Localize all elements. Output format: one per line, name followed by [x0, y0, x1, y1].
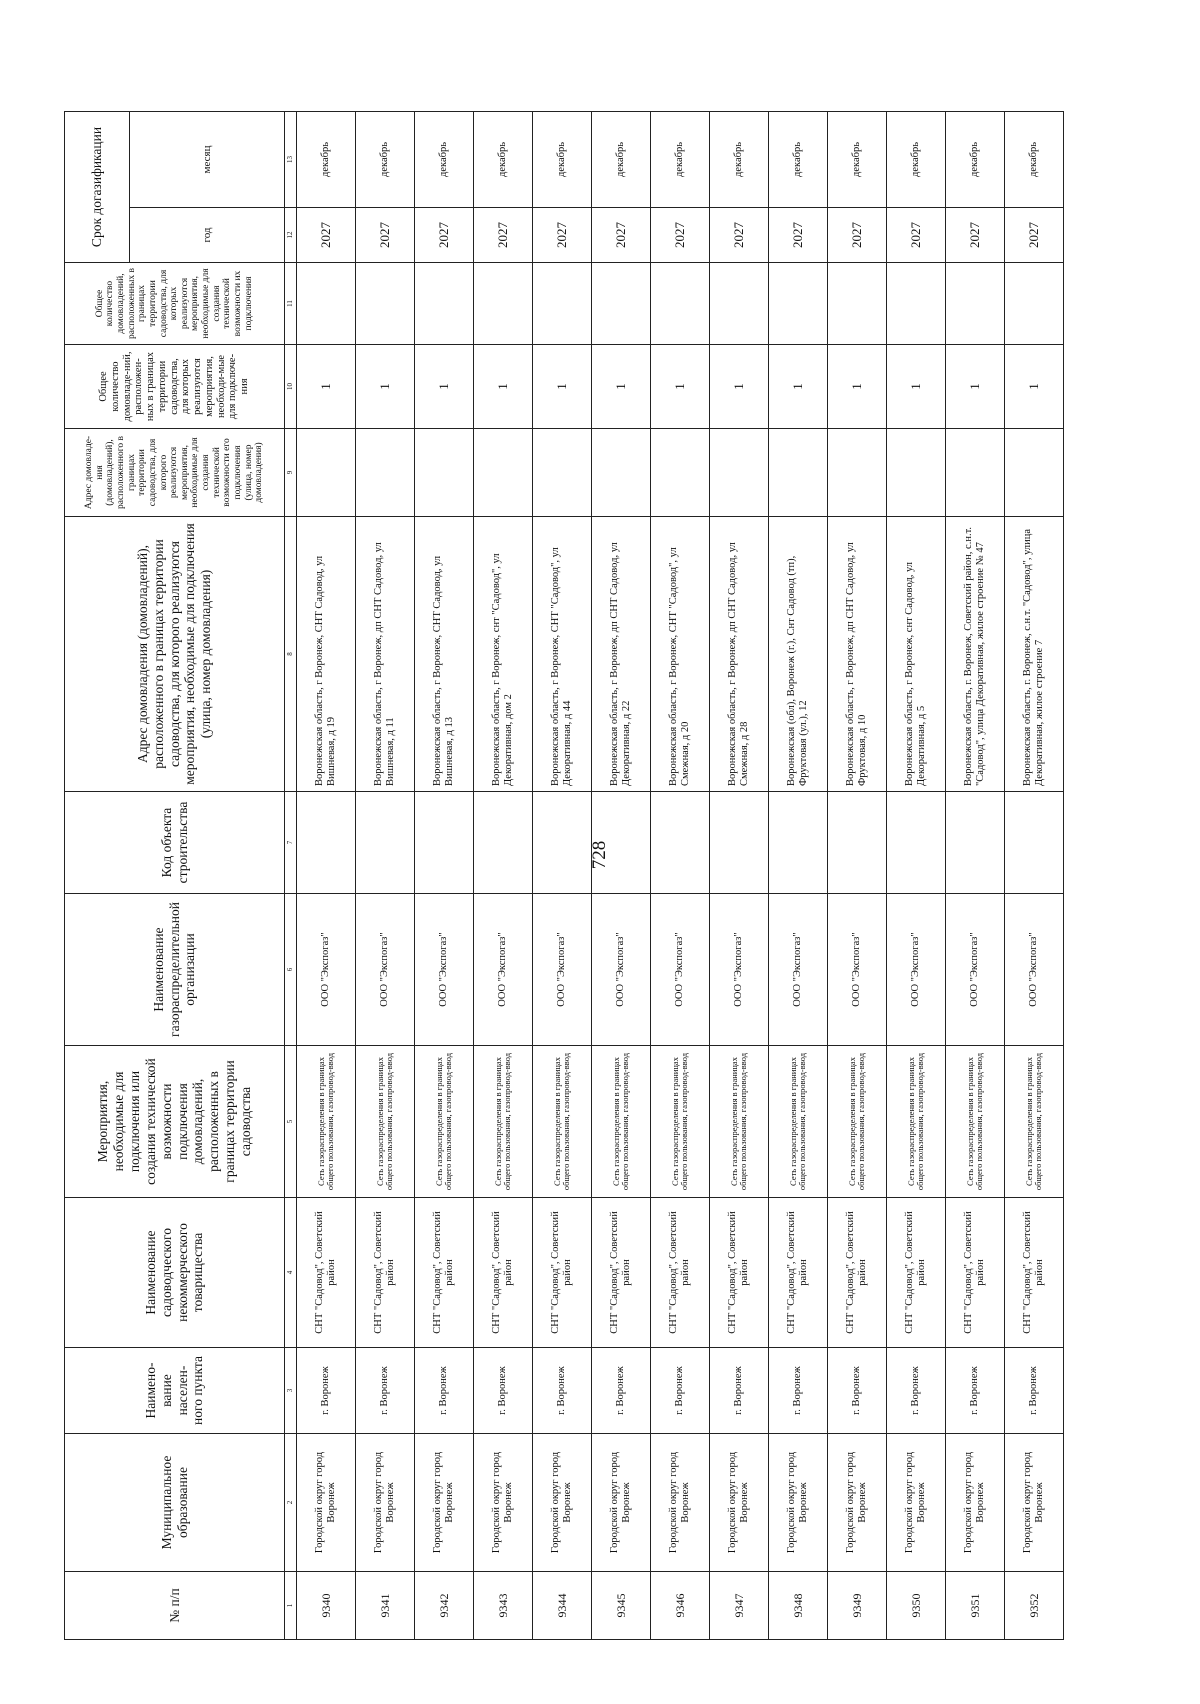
- column-number: 5: [285, 1046, 297, 1198]
- count-tech-cell: [415, 263, 474, 345]
- address-cell: Воронежская область, г Воронеж, дп СНТ Садовод, ул Вишневая, д 11: [356, 517, 415, 792]
- year-cell: 2027: [356, 208, 415, 263]
- measure-cell: Сеть газораспределения в границах общего пользования, газопровод-ввод: [533, 1046, 592, 1198]
- count-tech-cell: [946, 263, 1005, 345]
- row-number: 9346: [651, 1572, 710, 1640]
- address-tech-cell: [828, 429, 887, 517]
- count-cell: 1: [1005, 345, 1064, 429]
- object-code-cell: [533, 792, 592, 894]
- gas-org-cell: ООО "Экспогаз": [474, 894, 533, 1046]
- partnership-cell: СНТ "Садовод", Советский район: [651, 1198, 710, 1348]
- row-number: 9352: [1005, 1572, 1064, 1640]
- count-tech-cell: [887, 263, 946, 345]
- table-row: [651, 111, 710, 1639]
- count-cell: 1: [415, 345, 474, 429]
- object-code-cell: [297, 792, 356, 894]
- address-tech-cell: [946, 429, 1005, 517]
- header-address-tech: Адрес домовладе-ния (домовладений), расположенного в границах территории садоводства, для которого реализуются мероприятия, необходимые для создания технической возможности его подключения (улица, номер домовладения): [65, 429, 285, 517]
- partnership-cell: СНТ "Садовод", Советский район: [887, 1198, 946, 1348]
- column-number: 12: [285, 208, 297, 263]
- month-cell: декабрь: [710, 111, 769, 207]
- address-tech-cell: [710, 429, 769, 517]
- settlement-cell: г. Воронеж: [769, 1348, 828, 1434]
- municipality-cell: Городской округ город Воронеж: [769, 1434, 828, 1572]
- object-code-cell: [474, 792, 533, 894]
- year-cell: 2027: [710, 208, 769, 263]
- header-month: месяц: [130, 111, 285, 207]
- address-tech-cell: [415, 429, 474, 517]
- municipality-cell: Городской округ город Воронеж: [415, 1434, 474, 1572]
- gas-org-cell: ООО "Экспогаз": [533, 894, 592, 1046]
- month-cell: декабрь: [297, 111, 356, 207]
- table-header: [65, 111, 297, 1639]
- row-number: 9348: [769, 1572, 828, 1640]
- municipality-cell: Городской округ город Воронеж: [1005, 1434, 1064, 1572]
- measure-cell: Сеть газораспределения в границах общего пользования, газопровод-ввод: [887, 1046, 946, 1198]
- address-tech-cell: [1005, 429, 1064, 517]
- count-cell: 1: [356, 345, 415, 429]
- address-cell: Воронежская область, г Воронеж, СНТ "Садовод", ул Смежная, д 20: [651, 517, 710, 792]
- municipality-cell: Городской округ город Воронеж: [297, 1434, 356, 1572]
- address-cell: Воронежская область, г Воронеж, дп СНТ Садовод, ул Декоративная, д 22: [592, 517, 651, 792]
- count-tech-cell: [710, 263, 769, 345]
- gas-org-cell: ООО "Экспогаз": [769, 894, 828, 1046]
- measure-cell: Сеть газораспределения в границах общего пользования, газопровод-ввод: [769, 1046, 828, 1198]
- settlement-cell: г. Воронеж: [946, 1348, 1005, 1434]
- row-number: 9349: [828, 1572, 887, 1640]
- count-tech-cell: [828, 263, 887, 345]
- address-cell: Воронежская (обл), Воронеж (г.), Снт Садовод (тп), Фруктовая (ул.), 12: [769, 517, 828, 792]
- address-cell: Воронежская область, г Воронеж, СНТ Садовод, ул Вишневая, д 13: [415, 517, 474, 792]
- month-cell: декабрь: [828, 111, 887, 207]
- year-cell: 2027: [828, 208, 887, 263]
- measure-cell: Сеть газораспределения в границах общего пользования, газопровод-ввод: [651, 1046, 710, 1198]
- column-number: 4: [285, 1198, 297, 1348]
- gas-org-cell: ООО "Экспогаз": [297, 894, 356, 1046]
- object-code-cell: [651, 792, 710, 894]
- count-cell: 1: [828, 345, 887, 429]
- count-tech-cell: [297, 263, 356, 345]
- settlement-cell: г. Воронеж: [474, 1348, 533, 1434]
- partnership-cell: СНТ "Садовод", Советский район: [710, 1198, 769, 1348]
- settlement-cell: г. Воронеж: [592, 1348, 651, 1434]
- header-municipality: Муниципальное образование: [65, 1434, 285, 1572]
- address-tech-cell: [297, 429, 356, 517]
- table-row: [592, 111, 651, 1639]
- address-cell: Воронежская область, г. Воронеж, с.н.т. "Садовод", улица Декоративная, жилое строение 7: [1005, 517, 1064, 792]
- header-object-code: Код объекта строительства: [65, 792, 285, 894]
- year-cell: 2027: [1005, 208, 1064, 263]
- measure-cell: Сеть газораспределения в границах общего пользования, газопровод-ввод: [415, 1046, 474, 1198]
- partnership-cell: СНТ "Садовод", Советский район: [828, 1198, 887, 1348]
- address-tech-cell: [887, 429, 946, 517]
- header-settlement: Наимено-вание населен-ного пункта: [65, 1348, 285, 1434]
- partnership-cell: СНТ "Садовод", Советский район: [533, 1198, 592, 1348]
- municipality-cell: Городской округ город Воронеж: [592, 1434, 651, 1572]
- column-number: 6: [285, 894, 297, 1046]
- address-cell: Воронежская область, г Воронеж, снт Садовод, ул Декоративная, д 5: [887, 517, 946, 792]
- measure-cell: Сеть газораспределения в границах общего пользования, газопровод-ввод: [946, 1046, 1005, 1198]
- gas-org-cell: ООО "Экспогаз": [356, 894, 415, 1046]
- table-body: [297, 111, 1064, 1639]
- count-tech-cell: [769, 263, 828, 345]
- gas-org-cell: ООО "Экспогаз": [710, 894, 769, 1046]
- count-cell: 1: [769, 345, 828, 429]
- column-number: 1: [285, 1572, 297, 1640]
- month-cell: декабрь: [474, 111, 533, 207]
- object-code-cell: [828, 792, 887, 894]
- month-cell: декабрь: [887, 111, 946, 207]
- measure-cell: Сеть газораспределения в границах общего пользования, газопровод-ввод: [828, 1046, 887, 1198]
- month-cell: декабрь: [415, 111, 474, 207]
- address-tech-cell: [533, 429, 592, 517]
- table-row: [474, 111, 533, 1639]
- page-number: 728: [589, 840, 610, 870]
- count-cell: 1: [474, 345, 533, 429]
- settlement-cell: г. Воронеж: [533, 1348, 592, 1434]
- partnership-cell: СНТ "Садовод", Советский район: [415, 1198, 474, 1348]
- address-tech-cell: [769, 429, 828, 517]
- row-number: 9350: [887, 1572, 946, 1640]
- municipality-cell: Городской округ город Воронеж: [651, 1434, 710, 1572]
- address-tech-cell: [474, 429, 533, 517]
- month-cell: декабрь: [1005, 111, 1064, 207]
- address-cell: Воронежская область, г Воронеж, снт "Садовод", ул Декоративная, дом 2: [474, 517, 533, 792]
- municipality-cell: Городской округ город Воронеж: [946, 1434, 1005, 1572]
- header-no: № п/п: [65, 1572, 285, 1640]
- column-number: 7: [285, 792, 297, 894]
- partnership-cell: СНТ "Садовод", Советский район: [946, 1198, 1005, 1348]
- count-tech-cell: [1005, 263, 1064, 345]
- header-year: год: [130, 208, 285, 263]
- object-code-cell: [769, 792, 828, 894]
- municipality-cell: Городской округ город Воронеж: [710, 1434, 769, 1572]
- row-number: 9343: [474, 1572, 533, 1640]
- year-cell: 2027: [769, 208, 828, 263]
- header-measures: Мероприятия, необходимые для подключения или создания технической возможности подключения домовладений, расположенных в границах территории садоводства: [65, 1046, 285, 1198]
- count-cell: 1: [887, 345, 946, 429]
- header-partnership: Наименование садоводческого некоммерческого товарищества: [65, 1198, 285, 1348]
- column-number: 10: [285, 345, 297, 429]
- count-cell: 1: [710, 345, 769, 429]
- count-cell: 1: [297, 345, 356, 429]
- address-tech-cell: [356, 429, 415, 517]
- settlement-cell: г. Воронеж: [1005, 1348, 1064, 1434]
- row-number: 9342: [415, 1572, 474, 1640]
- year-cell: 2027: [946, 208, 1005, 263]
- count-tech-cell: [474, 263, 533, 345]
- gasification-table: [64, 111, 1064, 1640]
- count-cell: 1: [533, 345, 592, 429]
- object-code-cell: [415, 792, 474, 894]
- partnership-cell: СНТ "Садовод", Советский район: [474, 1198, 533, 1348]
- table-row: [828, 111, 887, 1639]
- row-number: 9351: [946, 1572, 1005, 1640]
- header-gas-org: Наименование газораспределительной организации: [65, 894, 285, 1046]
- settlement-cell: г. Воронеж: [828, 1348, 887, 1434]
- table-row: [1005, 111, 1064, 1639]
- settlement-cell: г. Воронеж: [356, 1348, 415, 1434]
- column-number: 13: [285, 111, 297, 207]
- header-address: Адрес домовладения (домовладений), расположенного в границах территории садоводства, для которого реализуются мероприятия, необходимые для подключения (улица, номер домовладения): [65, 517, 285, 792]
- partnership-cell: СНТ "Садовод", Советский район: [592, 1198, 651, 1348]
- count-cell: 1: [946, 345, 1005, 429]
- gas-org-cell: ООО "Экспогаз": [1005, 894, 1064, 1046]
- row-number: 9345: [592, 1572, 651, 1640]
- address-cell: Воронежская область, г Воронеж, СНТ "Садовод", ул Декоративная, д 44: [533, 517, 592, 792]
- settlement-cell: г. Воронеж: [297, 1348, 356, 1434]
- month-cell: декабрь: [592, 111, 651, 207]
- count-tech-cell: [651, 263, 710, 345]
- row-number: 9341: [356, 1572, 415, 1640]
- municipality-cell: Городской округ город Воронеж: [828, 1434, 887, 1572]
- count-tech-cell: [592, 263, 651, 345]
- table-row: [533, 111, 592, 1639]
- column-number: 11: [285, 263, 297, 345]
- measure-cell: Сеть газораспределения в границах общего пользования, газопровод-ввод: [474, 1046, 533, 1198]
- partnership-cell: СНТ "Садовод", Советский район: [356, 1198, 415, 1348]
- address-tech-cell: [651, 429, 710, 517]
- settlement-cell: г. Воронеж: [651, 1348, 710, 1434]
- municipality-cell: Городской округ город Воронеж: [474, 1434, 533, 1572]
- address-cell: Воронежская область, г Воронеж, СНТ Садовод, ул Вишневая, д 19: [297, 517, 356, 792]
- column-number: 8: [285, 517, 297, 792]
- month-cell: декабрь: [946, 111, 1005, 207]
- measure-cell: Сеть газораспределения в границах общего пользования, газопровод-ввод: [297, 1046, 356, 1198]
- object-code-cell: [592, 792, 651, 894]
- object-code-cell: [887, 792, 946, 894]
- year-cell: 2027: [415, 208, 474, 263]
- year-cell: 2027: [651, 208, 710, 263]
- year-cell: 2027: [474, 208, 533, 263]
- object-code-cell: [356, 792, 415, 894]
- count-cell: 1: [592, 345, 651, 429]
- address-tech-cell: [592, 429, 651, 517]
- row-number: 9347: [710, 1572, 769, 1640]
- month-cell: декабрь: [356, 111, 415, 207]
- header-total-count: Общее количество домовладе-ний, расположен-ных в границах территории садоводства, для которых реализуются мероприятия, необходи-мые для подключе-ния: [65, 345, 285, 429]
- gas-org-cell: ООО "Экспогаз": [651, 894, 710, 1046]
- row-number: 9344: [533, 1572, 592, 1640]
- partnership-cell: СНТ "Садовод", Советский район: [1005, 1198, 1064, 1348]
- year-cell: 2027: [887, 208, 946, 263]
- month-cell: декабрь: [769, 111, 828, 207]
- municipality-cell: Городской округ город Воронеж: [356, 1434, 415, 1572]
- table-row: [415, 111, 474, 1639]
- table-row: [887, 111, 946, 1639]
- settlement-cell: г. Воронеж: [710, 1348, 769, 1434]
- municipality-cell: Городской округ город Воронеж: [887, 1434, 946, 1572]
- gas-org-cell: ООО "Экспогаз": [828, 894, 887, 1046]
- month-cell: декабрь: [533, 111, 592, 207]
- count-cell: 1: [651, 345, 710, 429]
- table-row: [769, 111, 828, 1639]
- month-cell: декабрь: [651, 111, 710, 207]
- municipality-cell: Городской округ город Воронеж: [533, 1434, 592, 1572]
- partnership-cell: СНТ "Садовод", Советский район: [297, 1198, 356, 1348]
- measure-cell: Сеть газораспределения в границах общего пользования, газопровод-ввод: [1005, 1046, 1064, 1198]
- column-number: 2: [285, 1434, 297, 1572]
- measure-cell: Сеть газораспределения в границах общего пользования, газопровод-ввод: [710, 1046, 769, 1198]
- table-row: [710, 111, 769, 1639]
- partnership-cell: СНТ "Садовод", Советский район: [769, 1198, 828, 1348]
- count-tech-cell: [533, 263, 592, 345]
- year-cell: 2027: [592, 208, 651, 263]
- column-number: 9: [285, 429, 297, 517]
- address-cell: Воронежская область, г Воронеж, дп СНТ Садовод, ул Смежная, д 28: [710, 517, 769, 792]
- column-number: 3: [285, 1348, 297, 1434]
- table-row: [356, 111, 415, 1639]
- table-row: [946, 111, 1005, 1639]
- object-code-cell: [1005, 792, 1064, 894]
- gas-org-cell: ООО "Экспогаз": [415, 894, 474, 1046]
- year-cell: 2027: [297, 208, 356, 263]
- address-cell: Воронежская область, г. Воронеж, Советский район, с.н.т. "Садовод", улица Декоративная, жилое строение № 47: [946, 517, 1005, 792]
- gas-org-cell: ООО "Экспогаз": [887, 894, 946, 1046]
- row-number: 9340: [297, 1572, 356, 1640]
- measure-cell: Сеть газораспределения в границах общего пользования, газопровод-ввод: [356, 1046, 415, 1198]
- column-number-row: [285, 111, 297, 1639]
- settlement-cell: г. Воронеж: [415, 1348, 474, 1434]
- measure-cell: Сеть газораспределения в границах общего пользования, газопровод-ввод: [592, 1046, 651, 1198]
- table-row: [297, 111, 356, 1639]
- header-deadline: Срок догазификации: [65, 111, 130, 262]
- object-code-cell: [710, 792, 769, 894]
- object-code-cell: [946, 792, 1005, 894]
- header-total-count-tech: Общее количество домовладений, расположенных в границах территории садоводства, для которых реализуются мероприятия, необходимые для создания технической возможности их подключения: [65, 263, 285, 345]
- gas-org-cell: ООО "Экспогаз": [946, 894, 1005, 1046]
- rotated-table-container: [64, 112, 1060, 1640]
- count-tech-cell: [356, 263, 415, 345]
- address-cell: Воронежская область, г Воронеж, дп СНТ Садовод, ул Фруктовая, д 10: [828, 517, 887, 792]
- gas-org-cell: ООО "Экспогаз": [592, 894, 651, 1046]
- settlement-cell: г. Воронеж: [887, 1348, 946, 1434]
- year-cell: 2027: [533, 208, 592, 263]
